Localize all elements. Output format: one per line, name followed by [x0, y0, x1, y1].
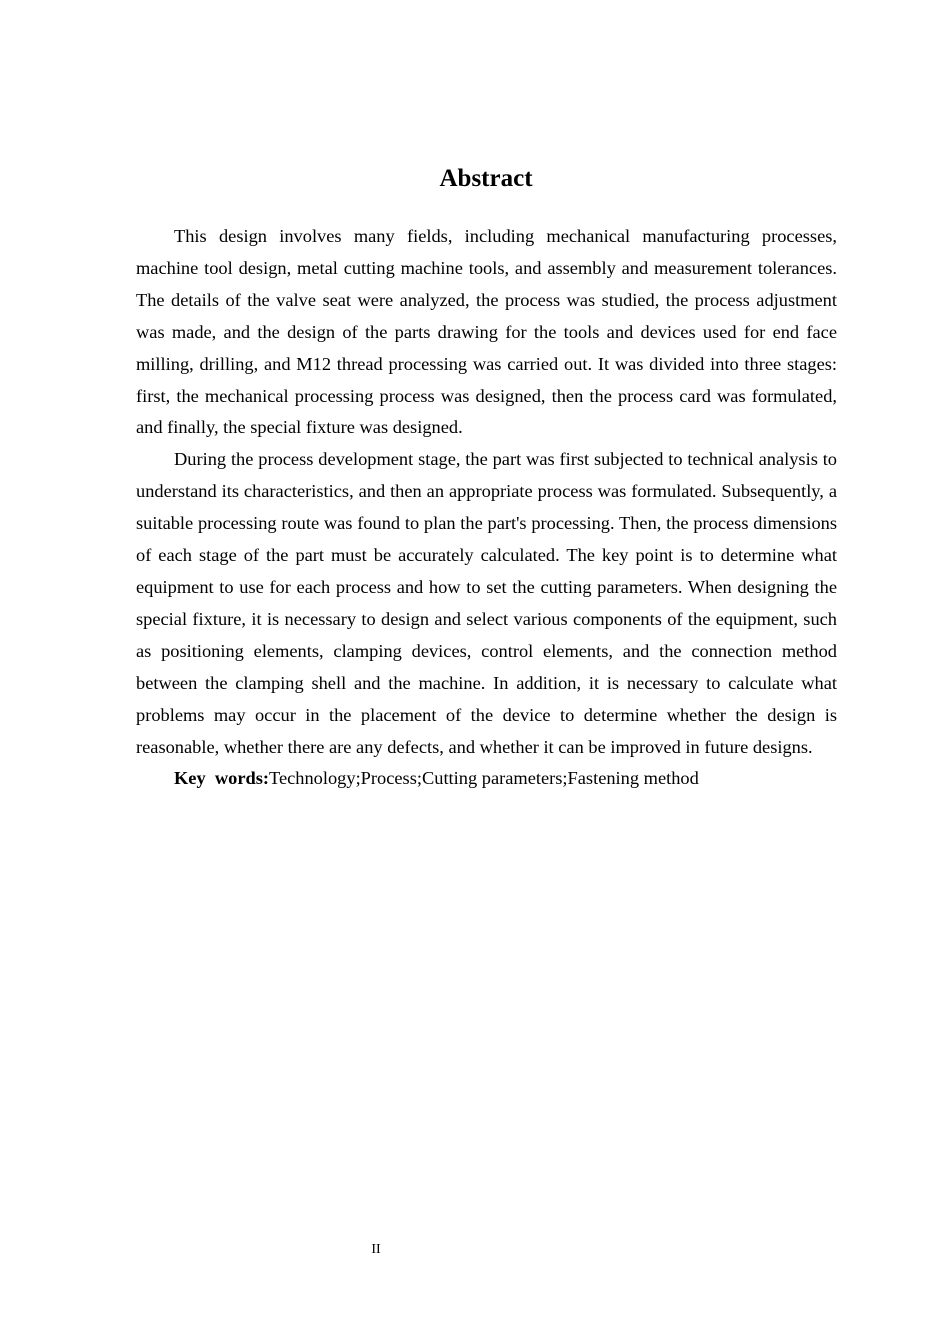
- keywords-label: Key words:: [174, 768, 270, 789]
- abstract-paragraph-1: This design involves many fields, including mechanical manufacturing processes, machine tool design, metal cutting machine tools, and assembly and measurement tolerances. The details of the valve seat were analyzed, the process was studied, the process adjustment was made, and the design of the parts drawing for the tools and devices used for end face milling, drilling, and M12 thread processing was carried out. It was divided into three stages: first, the mechanical processing process was designed, then the process card was formulated, and finally, the special fixture was designed.: [136, 226, 837, 438]
- abstract-paragraph-2: During the process development stage, the part was first subjected to technical analysis to understand its characteristics, and then an appropriate process was formulated. Subsequently, a suitable processing route was found to plan the part's processing. Then, the process dimensions of each stage of the part must be accurately calculated. The key point is to determine what equipment to use for each process and how to set the cutting parameters. When designing the special fixture, it is necessary to design and select various components of the equipment, such as positioning elements, clamping devices, control elements, and the connection method between the clamping shell and the machine. In addition, it is necessary to calculate what problems may occur in the placement of the device to determine whether the design is reasonable, whether there are any defects, and whether it can be improved in future designs.: [136, 449, 837, 757]
- abstract-body: [136, 221, 837, 795]
- keywords-line: [136, 763, 837, 795]
- page-number: II: [371, 1242, 381, 1257]
- keywords-value: Technology;Process;Cutting parameters;Fastening method: [269, 768, 699, 789]
- abstract-title: Abstract: [439, 165, 533, 192]
